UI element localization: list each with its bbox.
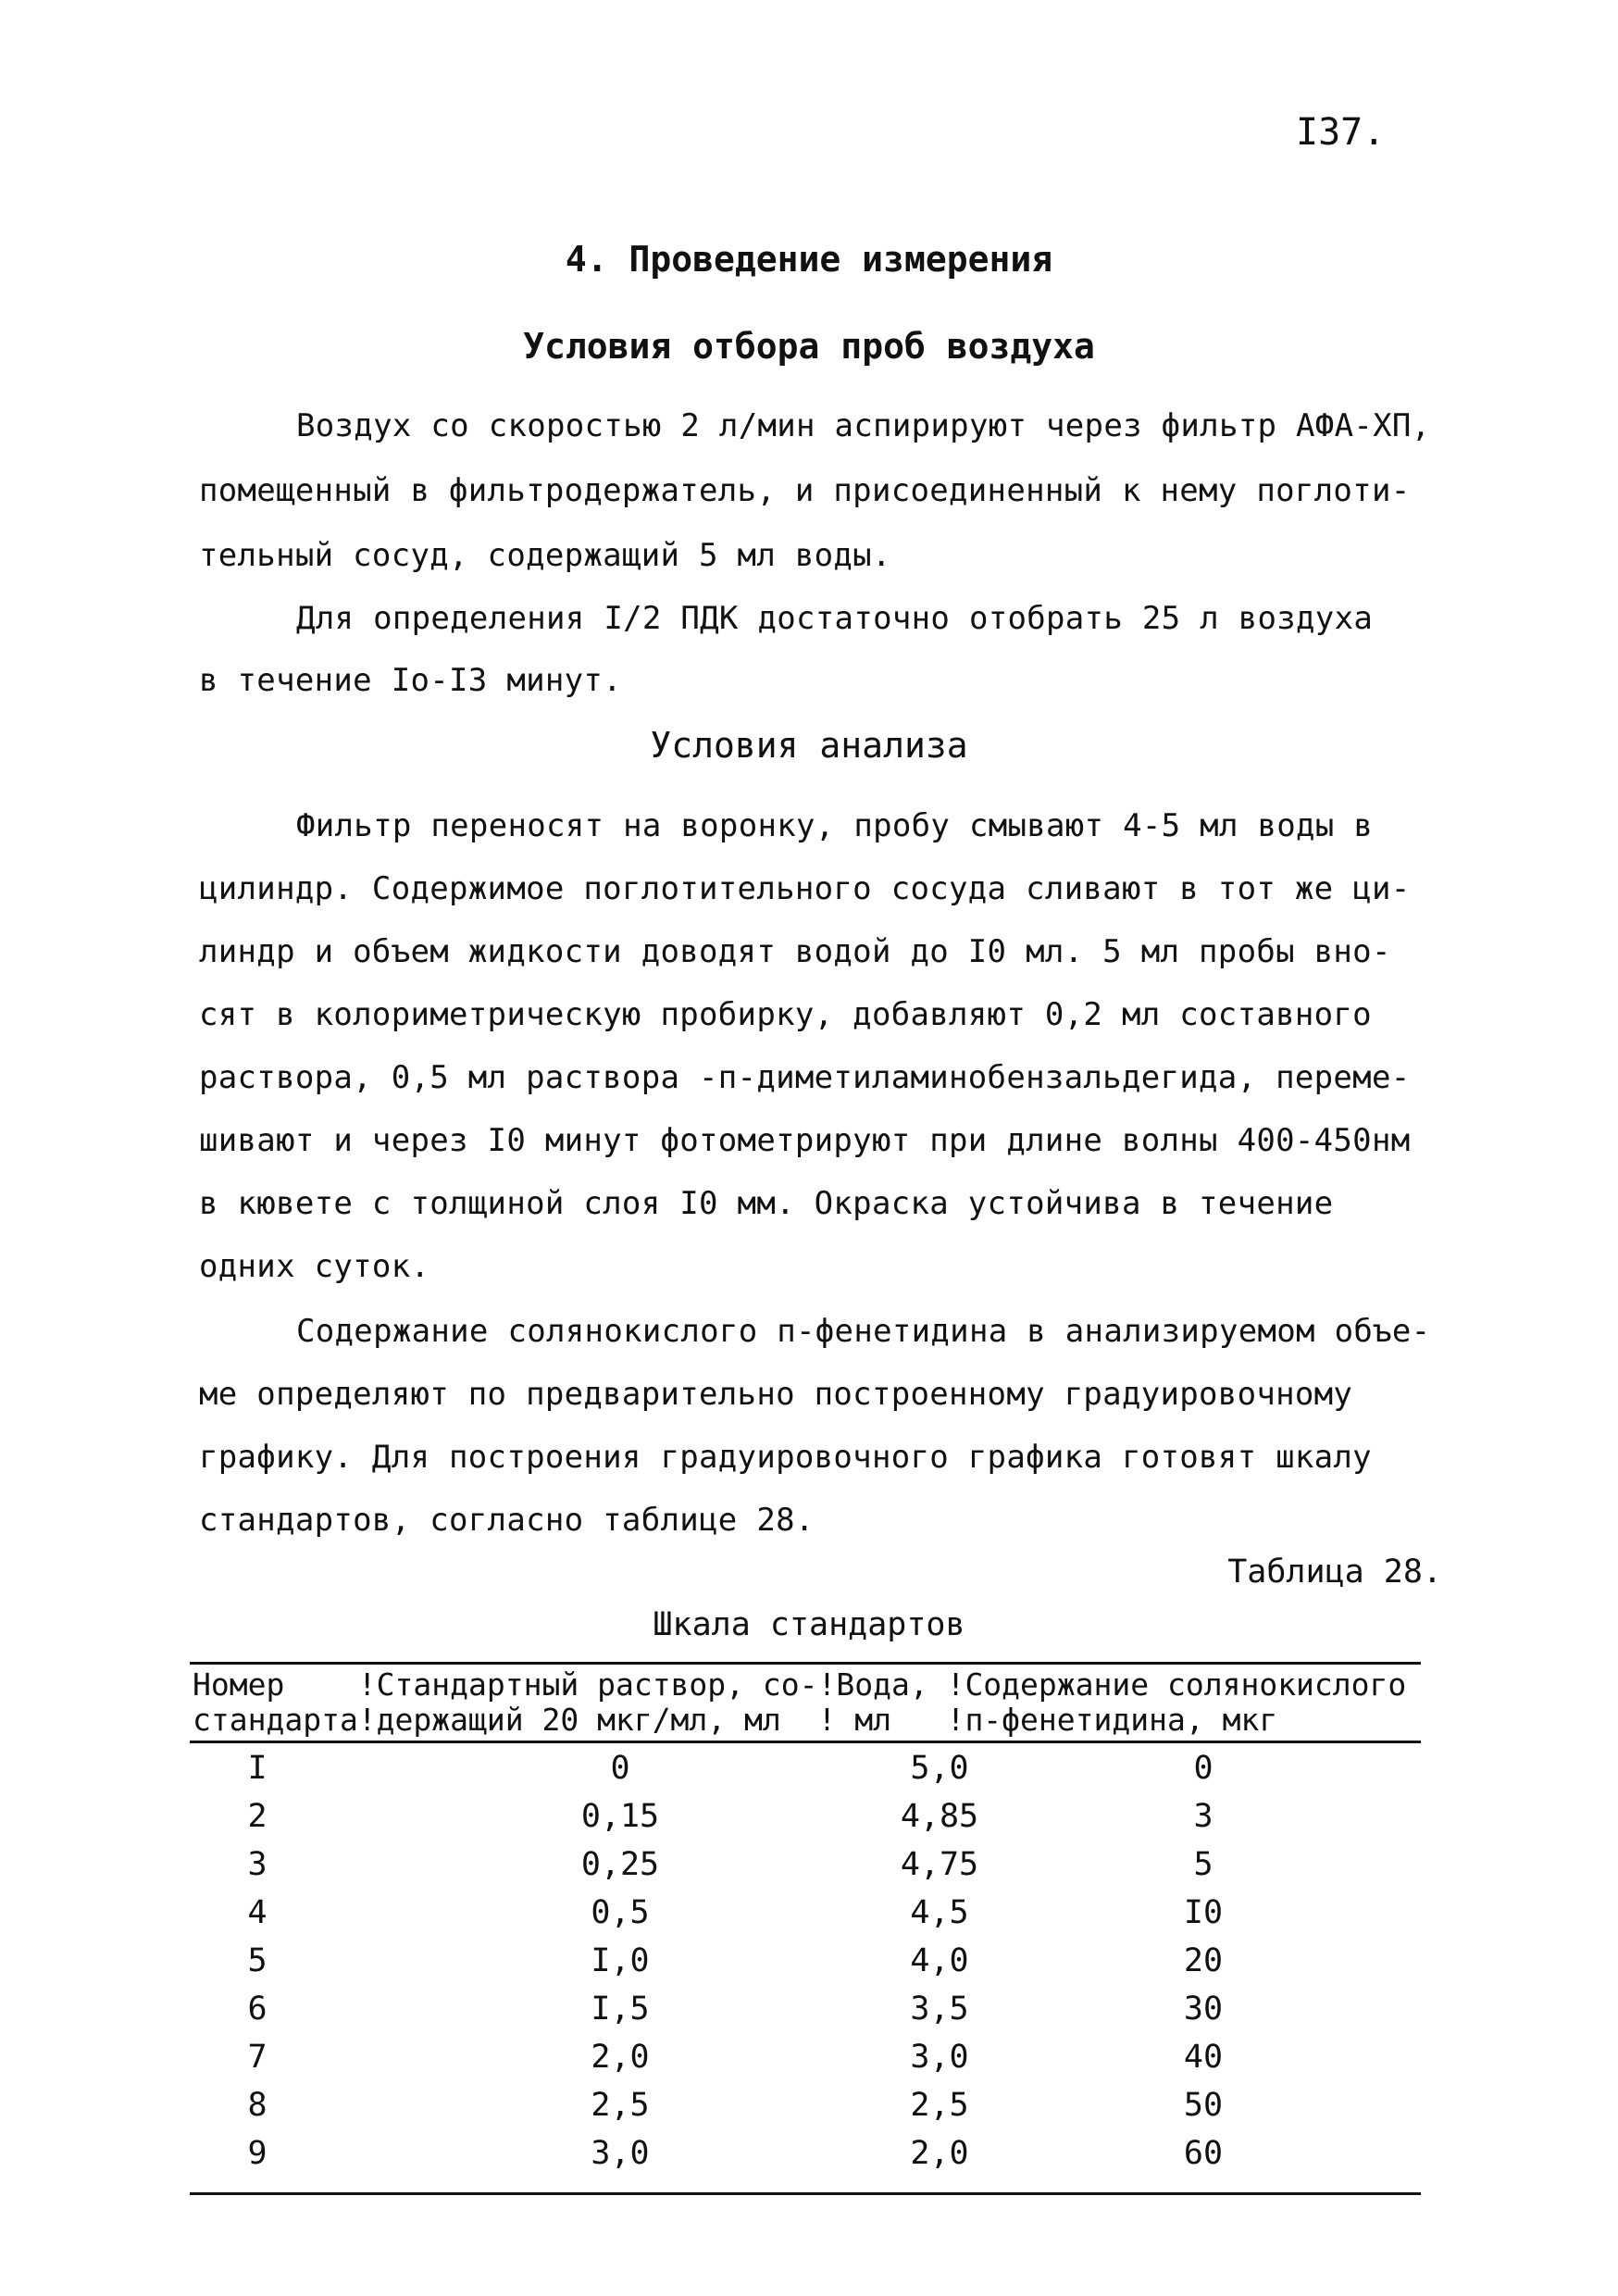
standard-number-cell: 8: [247, 2087, 268, 2124]
table-row: [0, 2039, 1618, 2087]
paragraph-line: ме определяют по предварительно построенному градуировочному: [199, 1376, 1353, 1413]
paragraph-line: стандартов, согласно таблице 28.: [199, 1502, 815, 1539]
table-row: [0, 1990, 1618, 2039]
table-caption: Шкала стандартов: [653, 1606, 965, 1643]
table-header-line: Номер !Стандартный раствор, со-!Вода, !Содержание солянокислого: [193, 1666, 1407, 1703]
water-volume-cell: 4,85: [900, 1798, 979, 1835]
paragraph-line: Содержание солянокислого п-фенетидина в анализируемом объе-: [296, 1313, 1431, 1350]
table-row: [0, 1750, 1618, 1798]
standard-number-cell: 6: [247, 1990, 268, 2028]
standard-solution-cell: 0,5: [591, 1894, 650, 1931]
table-label: Таблица 28.: [1227, 1554, 1442, 1591]
table-row: [0, 2135, 1618, 2183]
content-cell: 3: [1193, 1798, 1214, 1835]
table-row: [0, 1942, 1618, 1990]
standard-solution-cell: 0,15: [580, 1798, 660, 1835]
subsection-title-sampling: Условия отбора проб воздуха: [523, 326, 1095, 367]
standard-solution-cell: I,0: [591, 1942, 650, 1979]
content-cell: 30: [1183, 1990, 1224, 2028]
standard-number-cell: I: [247, 1750, 268, 1787]
standard-solution-cell: 3,0: [591, 2135, 650, 2172]
standard-solution-cell: 2,0: [591, 2039, 650, 2076]
subsection-title-analysis: Условия анализа: [650, 725, 968, 766]
content-cell: 5: [1193, 1846, 1214, 1883]
table-row: [0, 1846, 1618, 1894]
paragraph-line: Воздух со скоростью 2 л/мин аспирируют через фильтр АФА-ХП,: [296, 407, 1431, 444]
paragraph-line: в течение Iо-I3 минут.: [199, 662, 622, 699]
table-row: [0, 1894, 1618, 1942]
standard-solution-cell: I,5: [591, 1990, 650, 2028]
water-volume-cell: 2,0: [910, 2135, 969, 2172]
table-header-line: стандарта!держащий 20 мкг/мл, мл ! мл !п-фенетидина, мкг: [193, 1702, 1278, 1738]
paragraph-line: Для определения I/2 ПДК достаточно отобрать 25 л воздуха: [296, 600, 1374, 637]
table-bottom-rule: [190, 2192, 1421, 2195]
section-title: 4. Проведение измерения: [565, 239, 1053, 280]
content-cell: 50: [1183, 2087, 1224, 2124]
water-volume-cell: 5,0: [910, 1750, 969, 1787]
standard-number-cell: 2: [247, 1798, 268, 1835]
paragraph-line: тельный сосуд, содержащий 5 мл воды.: [199, 537, 891, 574]
water-volume-cell: 4,75: [900, 1846, 979, 1883]
paragraph-line: помещенный в фильтродержатель, и присоединенный к нему поглоти-: [199, 472, 1411, 509]
table-row: [0, 2087, 1618, 2135]
table-header-rule: [190, 1741, 1421, 1743]
table-row: [0, 1798, 1618, 1846]
paragraph-line: в кювете с толщиной слоя I0 мм. Окраска устойчива в течение: [199, 1185, 1334, 1222]
standard-solution-cell: 0,25: [580, 1846, 660, 1883]
paragraph-line: одних суток.: [199, 1248, 430, 1285]
water-volume-cell: 2,5: [910, 2087, 969, 2124]
standard-solution-cell: 0: [610, 1750, 630, 1787]
paragraph-line: раствора, 0,5 мл раствора -п-диметиламинобензальдегида, переме-: [199, 1059, 1411, 1096]
table-top-rule: [190, 1662, 1421, 1665]
page-number: I37.: [1296, 111, 1386, 154]
water-volume-cell: 3,0: [910, 2039, 969, 2076]
paragraph-line: цилиндр. Содержимое поглотительного сосуда сливают в тот же ци-: [199, 870, 1411, 907]
standard-number-cell: 7: [247, 2039, 268, 2076]
content-cell: 0: [1193, 1750, 1214, 1787]
standard-number-cell: 4: [247, 1894, 268, 1931]
standard-number-cell: 5: [247, 1942, 268, 1979]
standard-number-cell: 9: [247, 2135, 268, 2172]
paragraph-line: линдр и объем жидкости доводят водой до I0 мл. 5 мл пробы вно-: [199, 933, 1391, 970]
paragraph-line: Фильтр переносят на воронку, пробу смывают 4-5 мл воды в: [296, 807, 1374, 844]
paragraph-line: графику. Для построения градуировочного графика готовят шкалу: [199, 1439, 1372, 1476]
paragraph-line: сят в колориметрическую пробирку, добавляют 0,2 мл составного: [199, 996, 1372, 1033]
content-cell: 20: [1183, 1942, 1224, 1979]
content-cell: I0: [1183, 1894, 1224, 1931]
paragraph-line: шивают и через I0 минут фотометрируют при длине волны 400-450нм: [199, 1122, 1411, 1159]
water-volume-cell: 4,5: [910, 1894, 969, 1931]
standard-solution-cell: 2,5: [591, 2087, 650, 2124]
water-volume-cell: 3,5: [910, 1990, 969, 2028]
content-cell: 40: [1183, 2039, 1224, 2076]
water-volume-cell: 4,0: [910, 1942, 969, 1979]
content-cell: 60: [1183, 2135, 1224, 2172]
standard-number-cell: 3: [247, 1846, 268, 1883]
